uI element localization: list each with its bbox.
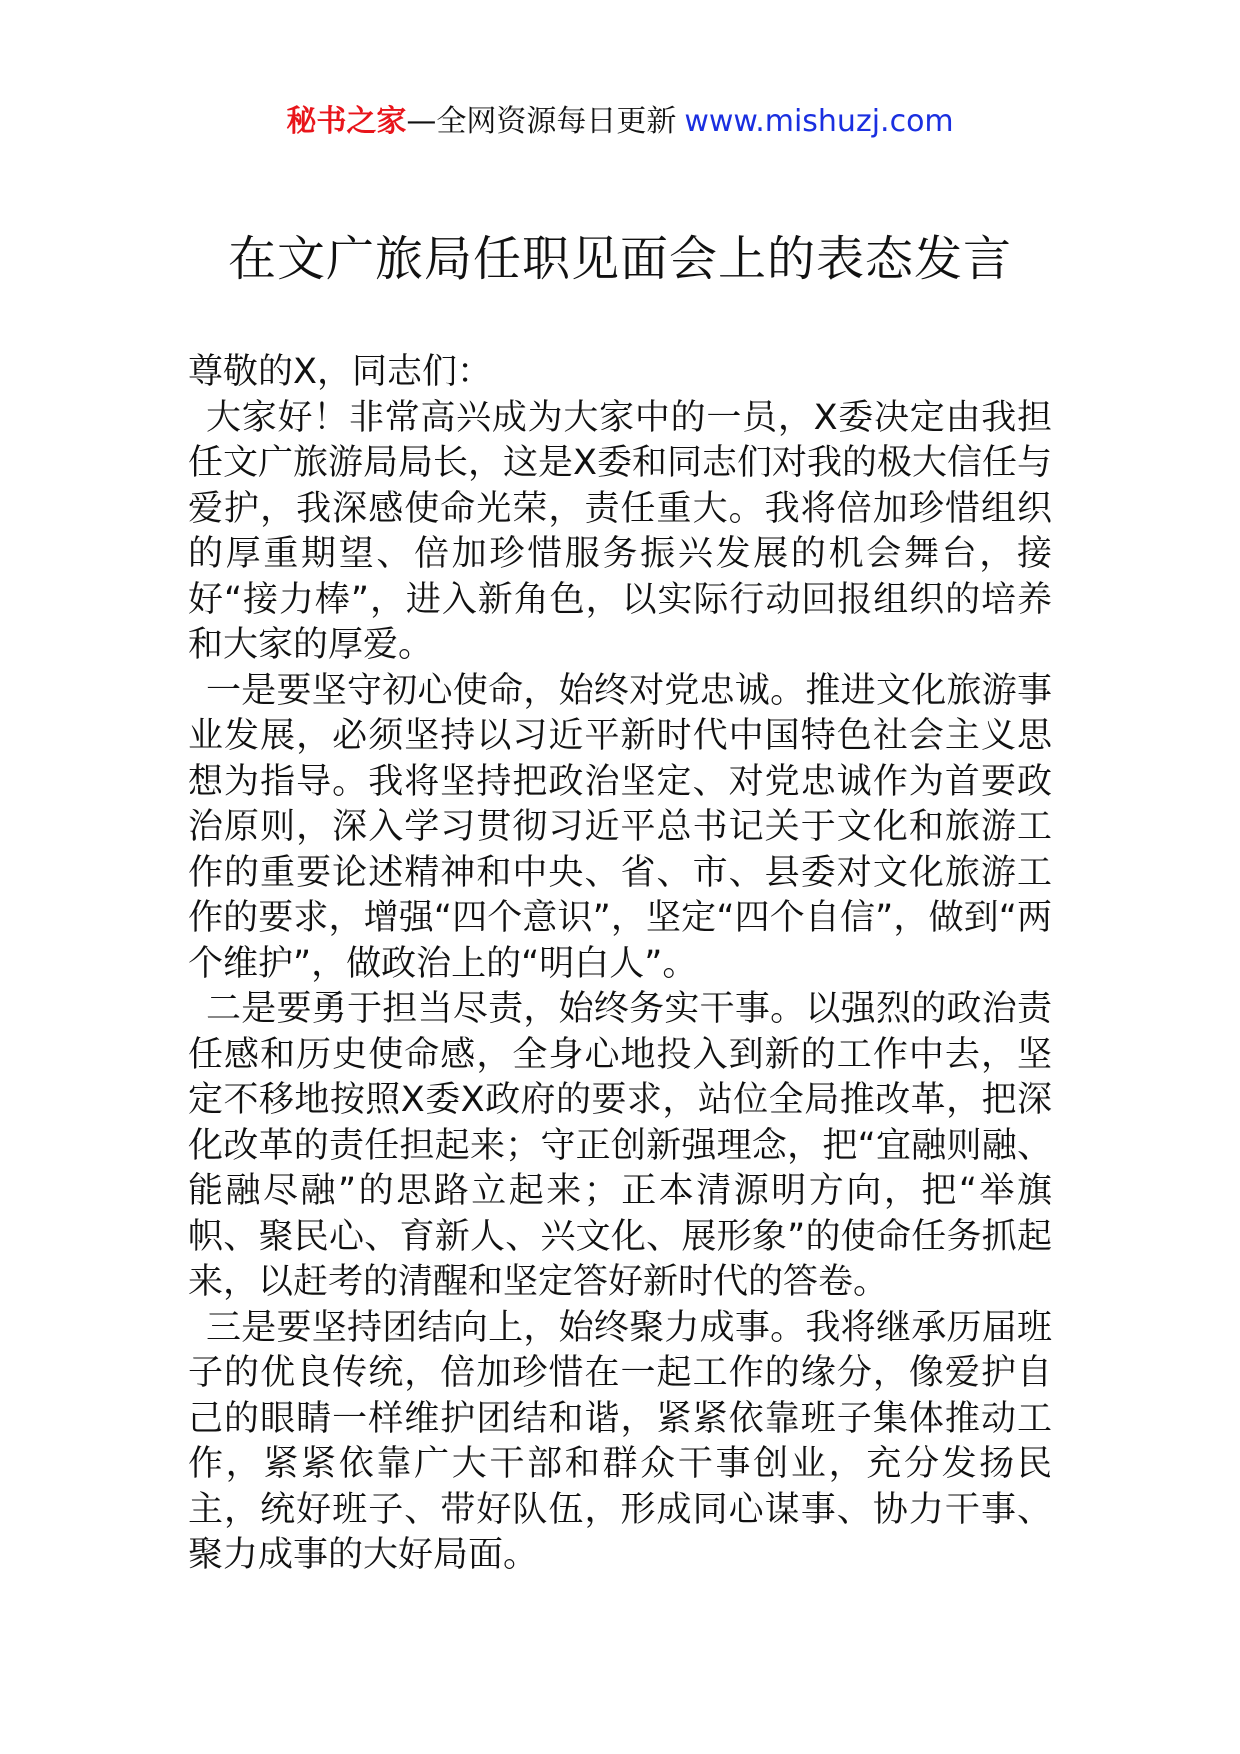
paragraph-point-three: 三是要坚持团结向上，始终聚力成事。我将继承历届班子的优良传统，倍加珍惜在一起工作的缘分，像爱护自己的眼睛一样维护团结和谐，紧紧依靠班子集体推动工作，紧紧依靠广大干部和群众干事创业，充分发扬民主，统好班子、带好队伍，形成同心谋事、协力干事、聚力成事的大好局面。: [188, 1307, 1052, 1575]
paragraph-intro: 大家好！非常高兴成为大家中的一员，X委决定由我担任文广旅游局局长，这是X委和同志们对我的极大信任与爱护，我深感使命光荣，责任重大。我将倍加珍惜组织的厚重期望、倍加珍惜服务振兴发展的机会舞台，接好“接力棒”，进入新角色，以实际行动回报组织的培养和大家的厚爱。: [188, 397, 1052, 665]
paragraph-point-one: 一是要坚守初心使命，始终对党忠诚。推进文化旅游事业发展，必须坚持以习近平新时代中国特色社会主义思想为指导。我将坚持把政治坚定、对党忠诚作为首要政治原则，深入学习贯彻习近平总书记关于文化和旅游工作的重要论述精神和中央、省、市、县委对文化旅游工作的要求，增强“四个意识”，坚定“四个自信”，做到“两个维护”，做政治上的“明白人”。: [188, 670, 1052, 984]
site-slogan: —全网资源每日更新: [406, 104, 677, 139]
document-body: [188, 350, 1052, 1579]
document-title: 在文广旅局任职见面会上的表态发言: [227, 231, 1012, 287]
site-url-link[interactable]: www.mishuzj.com: [684, 104, 954, 139]
site-header: [0, 100, 1240, 144]
paragraph-point-two: 二是要勇于担当尽责，始终务实干事。以强烈的政治责任感和历史使命感，全身心地投入到新的工作中去，坚定不移地按照X委X政府的要求，站位全局推改革，把深化改革的责任担起来；守正创新强理念，把“宜融则融、能融尽融”的思路立起来；正本清源明方向，把“举旗帜、聚民心、育新人、兴文化、展形象”的使命任务抓起来，以赶考的清醒和坚定答好新时代的答卷。: [188, 989, 1052, 1302]
salutation: 尊敬的X，同志们：: [188, 352, 492, 392]
site-brand: 秘书之家: [286, 104, 407, 139]
